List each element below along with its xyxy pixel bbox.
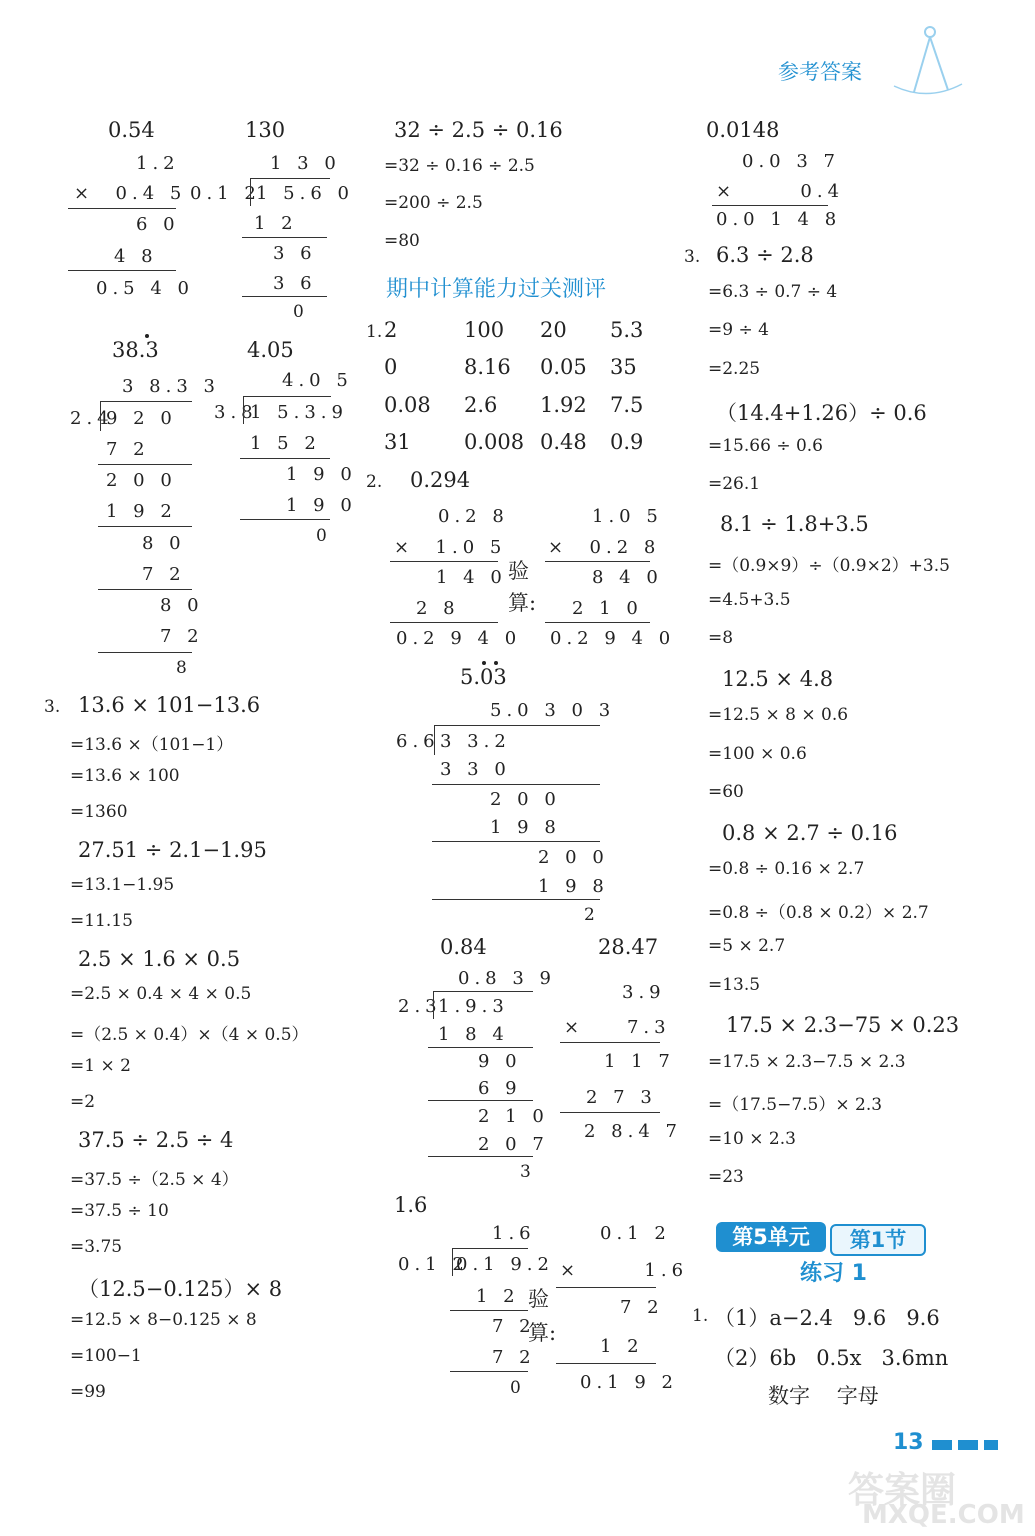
verify-label: 验算: xyxy=(508,559,537,615)
header-title: 参考答案 xyxy=(778,60,862,84)
compass-icon xyxy=(888,22,968,102)
result-16: 1.6 xyxy=(394,1193,428,1217)
result-383-repeating: 38.3 xyxy=(112,338,159,362)
result-2847: 28.47 xyxy=(598,935,659,959)
section-title: 期中计算能力过关测评 xyxy=(386,277,607,302)
decoration-square xyxy=(932,1440,952,1450)
section-badge: 第1节 xyxy=(830,1224,926,1256)
result-405: 4.05 xyxy=(247,338,294,362)
decoration-square xyxy=(958,1440,978,1450)
watermark-url: MXQE.COM xyxy=(862,1500,1025,1530)
unit-badge: 第5单元 xyxy=(716,1222,826,1252)
practice-title: 练习 1 xyxy=(800,1261,867,1286)
watermark-logo: 答案圈 xyxy=(848,1470,957,1511)
result-054: 0.54 xyxy=(108,118,155,142)
result-130: 130 xyxy=(245,118,286,142)
result-00148: 0.0148 xyxy=(706,118,780,142)
result-503-repeating: 5.03 xyxy=(460,665,507,689)
q2-result: 0.294 xyxy=(410,468,471,492)
decoration-square xyxy=(984,1440,998,1450)
page-number: 13 xyxy=(893,1430,924,1455)
result-084: 0.84 xyxy=(440,935,487,959)
verify-label-2: 验算: xyxy=(528,1287,557,1345)
